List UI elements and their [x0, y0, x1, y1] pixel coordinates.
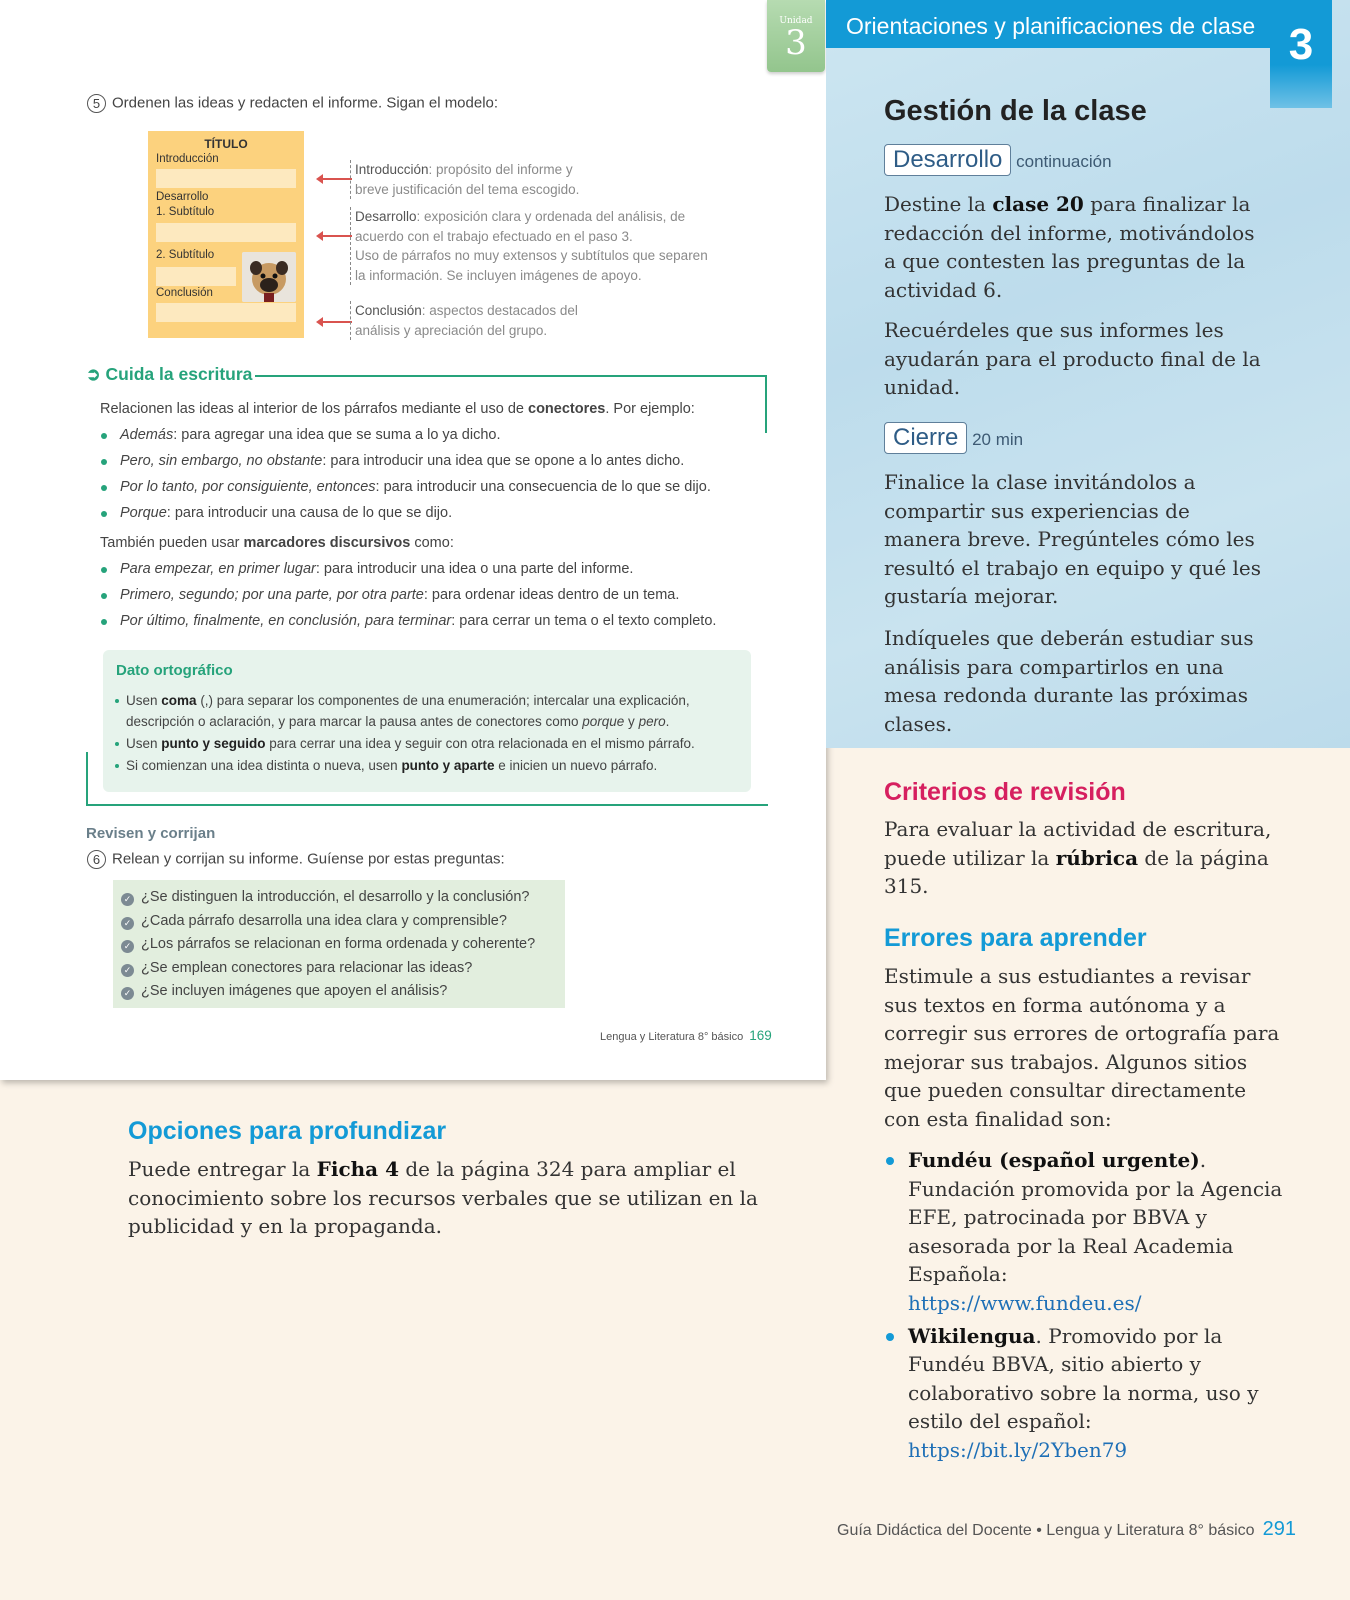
checklist	[121, 886, 535, 1004]
annotation-conclusion	[350, 301, 595, 340]
list-item	[100, 500, 760, 526]
dato-text: e inicien un nuevo párrafo.	[494, 758, 658, 773]
desarrollo-paragraph-1	[884, 190, 1264, 304]
dato-ortografico-title: Dato ortográfico	[116, 662, 233, 679]
connector-text: : para agregar una idea que se suma a lo ya dicho.	[173, 427, 501, 443]
cierre-pill: Cierre	[884, 422, 967, 454]
annotation-desarrollo-text-2: Uso de párrafos no muy extensos y subtítulos que separen la información. Se incluyen imágenes de apoyo.	[355, 248, 708, 283]
unit-tab	[767, 0, 825, 72]
annotation-introduccion-term: Introducción	[355, 162, 429, 177]
model-subtitulo-1-bar	[156, 223, 296, 242]
connector-text: : para introducir una consecuencia de lo que se dijo.	[375, 479, 711, 495]
cuida-escritura-title	[86, 364, 252, 385]
list-item	[100, 608, 760, 634]
dato-bold: coma	[161, 693, 197, 708]
model-subtitulo-2: 2. Subtítulo	[156, 249, 215, 261]
dato-text: (,) para separar los componentes de una enumeración; intercalar una explicación, descripción o aclaración, y para marcar la pausa antes de conectores como	[126, 693, 690, 729]
student-folio-text: Lengua y Literatura 8° básico	[600, 1031, 744, 1043]
question-text: ¿Se incluyen imágenes que apoyen el análisis?	[141, 983, 448, 999]
list-item	[121, 886, 535, 910]
wikilengua-link[interactable]: https://bit.ly/2Yben79	[908, 1437, 1128, 1462]
marcadores-intro	[100, 530, 760, 556]
annotation-introduccion-text: : propósito del informe y breve justificación del tema escogido.	[355, 162, 580, 197]
activity-6-text: Relean y corrijan su informe. Guíense por estas preguntas:	[112, 850, 505, 868]
desarrollo-row	[884, 144, 1112, 176]
check-circle-icon: ✓	[121, 917, 134, 930]
question-text: ¿Se emplean conectores para relacionar las ideas?	[141, 959, 473, 976]
dato-bold: punto y aparte	[401, 758, 495, 773]
cuida-border-bottom	[86, 804, 768, 806]
activity-5-text: Ordenen las ideas y redacten el informe. Sigan el modelo:	[112, 94, 499, 112]
arrow-left-icon	[322, 178, 352, 180]
marker-term: Primero, segundo; por una parte, por otra parte	[120, 587, 424, 603]
cierre-paragraph-1: Finalice la clase invitándolos a compartir sus experiencias de manera breve. Pregúnteles cómo les resultó el trabajo en equipo y qué les gustaría mejorar.	[884, 470, 1262, 609]
model-conclusion-bar	[156, 303, 296, 322]
guide-page-number: 291	[1262, 1518, 1296, 1540]
connector-term: Además	[120, 427, 174, 443]
list-item	[114, 733, 734, 754]
dato-text: para cerrar una idea y seguir con otra relacionada en el mismo párrafo.	[265, 736, 695, 751]
curved-arrow-icon: ➲	[86, 364, 101, 384]
errores-paragraph: Estimule a sus estudiantes a revisar sus textos en forma autónoma y a corregir sus errores de ortografía para mejorar sus trabajos. Algunos sitios que pueden consultar directamente con esta finalidad son:	[884, 964, 1280, 1131]
unit-tab-label: Unidad	[779, 16, 813, 26]
cuida-border-right	[765, 375, 767, 433]
opciones-paragraph	[128, 1155, 828, 1241]
site-name: Fundéu (español urgente)	[908, 1148, 1200, 1172]
list-item	[114, 690, 734, 732]
dato-text: Usen	[126, 693, 162, 708]
criterios-title: Criterios de revisión	[884, 778, 1126, 806]
conectores-intro	[100, 396, 760, 422]
cierre-time: 20 min	[972, 430, 1024, 449]
annotation-desarrollo	[350, 207, 713, 285]
model-subtitulo-1: 1. Subtítulo	[156, 206, 215, 218]
sites-list	[884, 1146, 1284, 1469]
guide-footer-text: Guía Didáctica del Docente • Lengua y Literatura 8° básico	[837, 1522, 1255, 1539]
cuida-border-top	[255, 375, 767, 377]
activity-6	[87, 850, 505, 869]
connector-text: : para introducir una causa de lo que se dijo.	[166, 505, 453, 521]
check-circle-icon: ✓	[121, 940, 134, 953]
desarrollo-pill: Desarrollo	[884, 144, 1011, 176]
dato-text: y	[624, 714, 639, 729]
desarrollo-paragraph-2: Recuérdeles que sus informes les ayudarán para el producto final de la unidad.	[884, 318, 1261, 400]
section-header-text: Orientaciones y planificaciones de clase	[846, 13, 1256, 39]
gestion-title: Gestión de la clase	[884, 95, 1147, 127]
marker-term: Para empezar, en primer lugar	[120, 561, 316, 577]
list-item	[121, 910, 535, 934]
list-item	[884, 1146, 1284, 1318]
paragraph-text: Puede entregar la	[128, 1157, 317, 1181]
opciones-title: Opciones para profundizar	[128, 1117, 447, 1145]
site-description: . Promovido por la Fundéu BBVA, sitio abierto y colaborativo sobre la norma, uso y estilo del español:	[908, 1323, 1259, 1434]
report-model	[148, 131, 304, 338]
activity-5	[87, 94, 498, 113]
list-item	[121, 933, 535, 957]
model-subtitulo-2-bar	[156, 267, 236, 286]
section-header	[826, 0, 1270, 48]
cierre-row	[884, 422, 1023, 454]
site-name: Wikilengua	[908, 1323, 1036, 1348]
paragraph-bold: Ficha 4	[316, 1157, 400, 1181]
dato-text: Si comienzan una idea distinta o nueva, usen	[126, 758, 402, 773]
arrow-left-icon	[322, 235, 352, 237]
list-item	[121, 980, 535, 1004]
student-page-number: 169	[749, 1028, 772, 1043]
markers-list	[100, 556, 760, 634]
question-text: ¿Se distinguen la introducción, el desarrollo y la conclusión?	[141, 889, 530, 905]
question-text: ¿Cada párrafo desarrolla una idea clara y comprensible?	[141, 912, 507, 929]
fundeu-link[interactable]: https://www.fundeu.es/	[908, 1290, 1142, 1315]
check-circle-icon: ✓	[121, 987, 134, 1000]
paragraph-text: de la página 315.	[884, 845, 1269, 899]
conectores-intro-end: . Por ejemplo:	[605, 401, 695, 417]
list-item	[114, 755, 734, 776]
desarrollo-note: continuación	[1016, 152, 1112, 171]
list-item	[100, 582, 760, 608]
list-item	[884, 1322, 1284, 1465]
list-item	[100, 422, 760, 448]
cuida-escritura-title-text: Cuida la escritura	[105, 364, 253, 384]
annotation-conclusion-term: Conclusión	[355, 303, 422, 318]
model-intro-bar	[156, 169, 296, 188]
paragraph-text: para finalizar la redacción del informe, motivándolos a que contesten las preguntas de la actividad 6.	[884, 192, 1255, 302]
cierre-paragraph-2: Indíqueles que deberán estudiar sus análisis para compartirlos en una mesa redonda durante las próximas clases.	[884, 626, 1254, 736]
connector-term: Por lo tanto, por consiguiente, entonces	[120, 479, 376, 495]
marker-text: : para introducir una idea o una parte del informe.	[315, 561, 634, 577]
unit-tab-number: 3	[785, 23, 807, 63]
marcadores-intro-end: como:	[410, 535, 454, 551]
marker-text: : para cerrar un tema o el texto completo.	[451, 613, 717, 629]
dato-text: Usen	[126, 736, 162, 751]
dato-bold: punto y seguido	[161, 736, 266, 751]
cuida-border-left	[86, 752, 88, 804]
activity-number-5: 5	[87, 94, 106, 113]
connector-term: Pero, sin embargo, no obstante	[120, 453, 323, 469]
revisen-title: Revisen y corrijan	[86, 825, 216, 842]
conectores-intro-bold: conectores	[528, 401, 606, 417]
paragraph-text: Para evaluar la actividad de escritura, puede utilizar la	[884, 817, 1272, 870]
check-circle-icon: ✓	[121, 893, 134, 906]
marcadores-intro-bold: marcadores discursivos	[243, 535, 411, 551]
model-conclusion: Conclusión	[156, 287, 213, 299]
paragraph-bold: clase 20	[992, 192, 1084, 216]
model-desarrollo: Desarrollo	[156, 191, 209, 203]
unit-number: 3	[1288, 20, 1314, 69]
connector-term: Porque	[120, 505, 167, 521]
marker-text: : para ordenar ideas dentro de un tema.	[423, 587, 680, 603]
connector-text: : para introducir una idea que se opone a lo antes dicho.	[322, 453, 685, 469]
list-item	[100, 556, 760, 582]
dato-italic: porque	[582, 714, 625, 729]
marcadores-intro-text: También pueden usar	[100, 535, 244, 551]
check-circle-icon: ✓	[121, 964, 134, 977]
student-page-folio	[600, 1028, 772, 1043]
annotation-conclusion-text: : aspectos destacados del análisis y apreciación del grupo.	[355, 303, 578, 338]
list-item	[100, 448, 760, 474]
paragraph-text: Destine la	[884, 192, 993, 216]
dato-ortografico-list	[114, 690, 734, 777]
annotation-desarrollo-text: : exposición clara y ordenada del análisis, de acuerdo con el trabajo efectuado en el paso 3.	[355, 209, 686, 244]
marker-term: Por último, finalmente, en conclusión, para terminar	[120, 613, 452, 629]
pug-photo	[242, 252, 296, 302]
guide-footer	[837, 1518, 1296, 1541]
model-title: TÍTULO	[204, 137, 248, 151]
cuida-escritura-body	[100, 396, 760, 634]
conectores-intro-text: Relacionen las ideas al interior de los párrafos mediante el uso de	[100, 401, 528, 417]
activity-number-6: 6	[87, 850, 106, 869]
dato-italic: pero	[638, 714, 666, 729]
unit-number-tab	[1270, 0, 1332, 108]
site-description: . Fundación promovida por la Agencia EFE, patrocinada por BBVA y asesorada por la Real Academia Española:	[908, 1148, 1283, 1287]
connectors-list	[100, 422, 760, 526]
errores-title: Errores para aprender	[884, 924, 1147, 952]
list-item	[100, 474, 760, 500]
list-item	[121, 957, 535, 981]
paragraph-bold: rúbrica	[1055, 845, 1139, 870]
criterios-paragraph	[884, 815, 1274, 901]
model-introduccion: Introducción	[156, 153, 219, 165]
arrow-left-icon	[322, 321, 352, 323]
dato-text: .	[665, 714, 670, 729]
annotation-introduccion	[350, 160, 595, 199]
question-text: ¿Los párrafos se relacionan en forma ordenada y coherente?	[141, 936, 536, 952]
annotation-desarrollo-term: Desarrollo	[355, 209, 417, 224]
paragraph-text: de la página 324 para ampliar el conocimiento sobre los recursos verbales que se utilizan en la publicidad y en la propaganda.	[128, 1157, 758, 1239]
